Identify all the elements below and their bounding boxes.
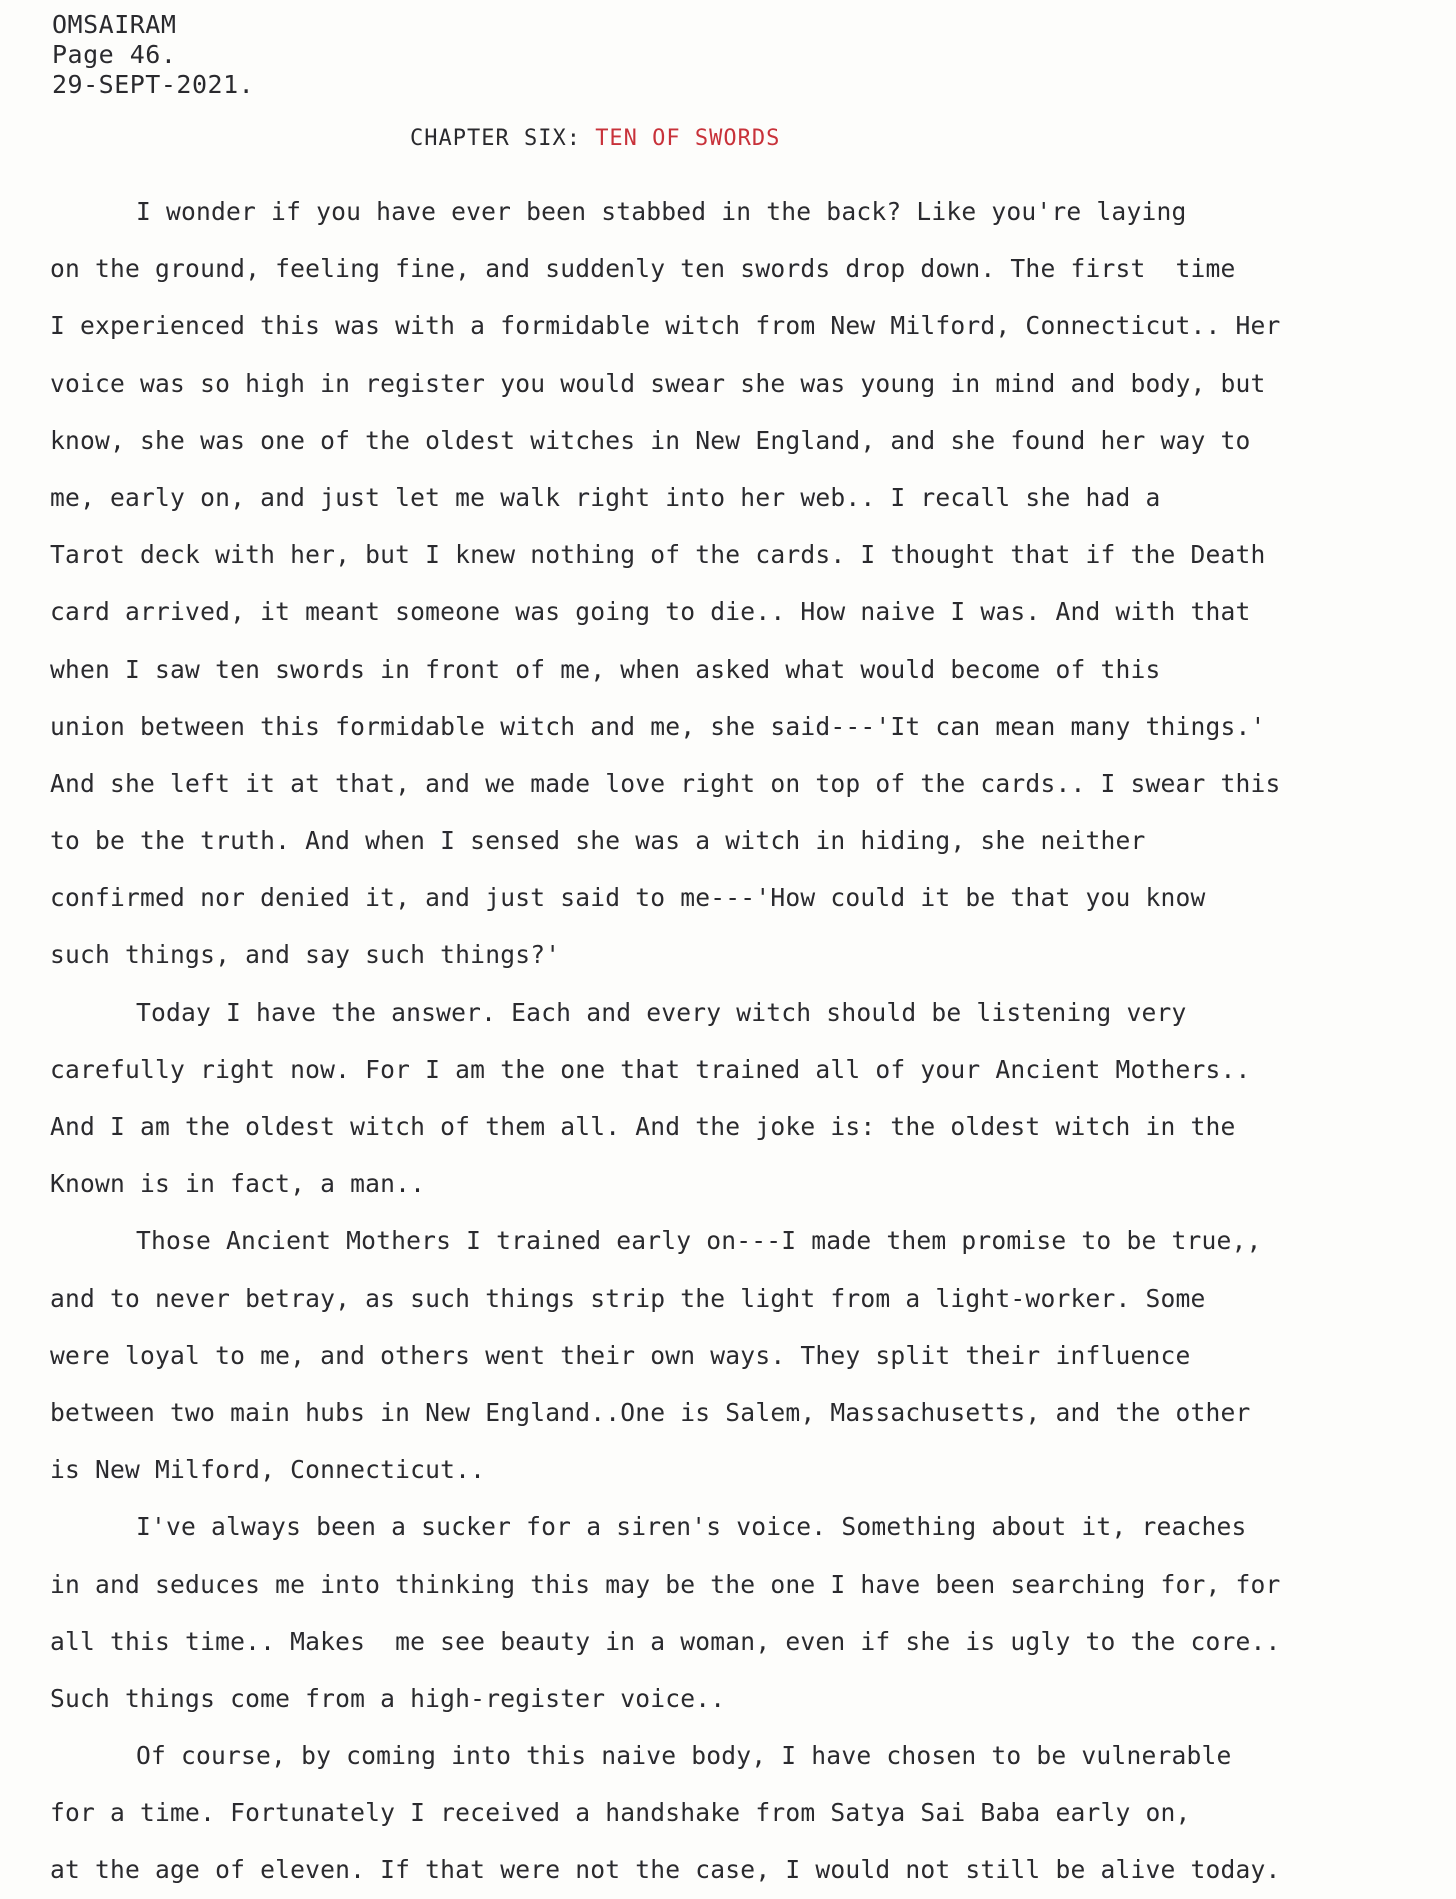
text-line: Today I have the answer. Each and every witch should be listening very: [136, 997, 1187, 1027]
text-line: confirmed nor denied it, and just said to me---'How could it be that you know: [50, 883, 1206, 913]
text-line: know, she was one of the oldest witches in New England, and she found her way to: [50, 425, 1251, 455]
page-header: [52, 10, 254, 100]
text-line: Known is in fact, a man..: [50, 1169, 426, 1199]
text-line: carefully right now. For I am the one that trained all of your Ancient Mothers..: [50, 1054, 1251, 1084]
text-line: card arrived, it meant someone was going to die.. How naive I was. And with that: [50, 597, 1251, 627]
text-line: is New Milford, Connecticut..: [50, 1455, 486, 1485]
header-line-1: OMSAIRAM: [52, 10, 177, 39]
text-line: I experienced this was with a formidable witch from New Milford, Connecticut.. Her: [50, 311, 1281, 341]
text-line: me, early on, and just let me walk right into her web.. I recall she had a: [50, 482, 1161, 512]
text-line: And she left it at that, and we made love right on top of the cards.. I swear this: [50, 768, 1281, 798]
chapter-label: CHAPTER SIX:: [410, 126, 596, 151]
text-line: Tarot deck with her, but I knew nothing of the cards. I thought that if the Death: [50, 540, 1266, 570]
text-line: to be the truth. And when I sensed she was a witch in hiding, she neither: [50, 826, 1146, 856]
text-line: when I saw ten swords in front of me, when asked what would become of this: [50, 654, 1161, 684]
text-line: Such things come from a high-register voice..: [50, 1683, 726, 1713]
text-line: union between this formidable witch and me, she said---'It can mean many things.': [50, 711, 1266, 741]
text-line: I've always been a sucker for a siren's voice. Something about it, reaches: [136, 1512, 1247, 1542]
text-line: were loyal to me, and others went their own ways. They split their influence: [50, 1340, 1191, 1370]
text-line: I wonder if you have ever been stabbed in the back? Like you're laying: [136, 197, 1187, 226]
text-line: at the age of eleven. If that were not the case, I would not still be alive today.: [50, 1855, 1281, 1885]
text-line: in and seduces me into thinking this may be the one I have been searching for, for: [50, 1569, 1281, 1599]
chapter-name: TEN OF SWORDS: [595, 126, 781, 151]
text-line: Those Ancient Mothers I trained early on---I made them promise to be true,,: [136, 1226, 1262, 1256]
chapter-title: [410, 126, 780, 151]
header-page-number: Page 46.: [52, 40, 177, 69]
text-line: Of course, by coming into this naive body, I have chosen to be vulnerable: [136, 1741, 1232, 1771]
body-text: [50, 183, 1450, 1899]
header-date: 29-SEPT-2021.: [52, 70, 255, 99]
text-line: between two main hubs in New England..One is Salem, Massachusetts, and the other: [50, 1397, 1251, 1427]
text-line: such things, and say such things?': [50, 940, 561, 970]
text-line: all this time.. Makes me see beauty in a woman, even if she is ugly to the core..: [50, 1626, 1281, 1656]
text-line: And I am the oldest witch of them all. And the joke is: the oldest witch in the: [50, 1112, 1236, 1141]
text-line: on the ground, feeling fine, and suddenly ten swords drop down. The first time: [50, 254, 1236, 284]
text-line: and to never betray, as such things strip the light from a light-worker. Some: [50, 1283, 1206, 1313]
text-line: for a time. Fortunately I received a handshake from Satya Sai Baba early on,: [50, 1798, 1191, 1828]
text-line: voice was so high in register you would swear she was young in mind and body, but: [50, 368, 1266, 398]
